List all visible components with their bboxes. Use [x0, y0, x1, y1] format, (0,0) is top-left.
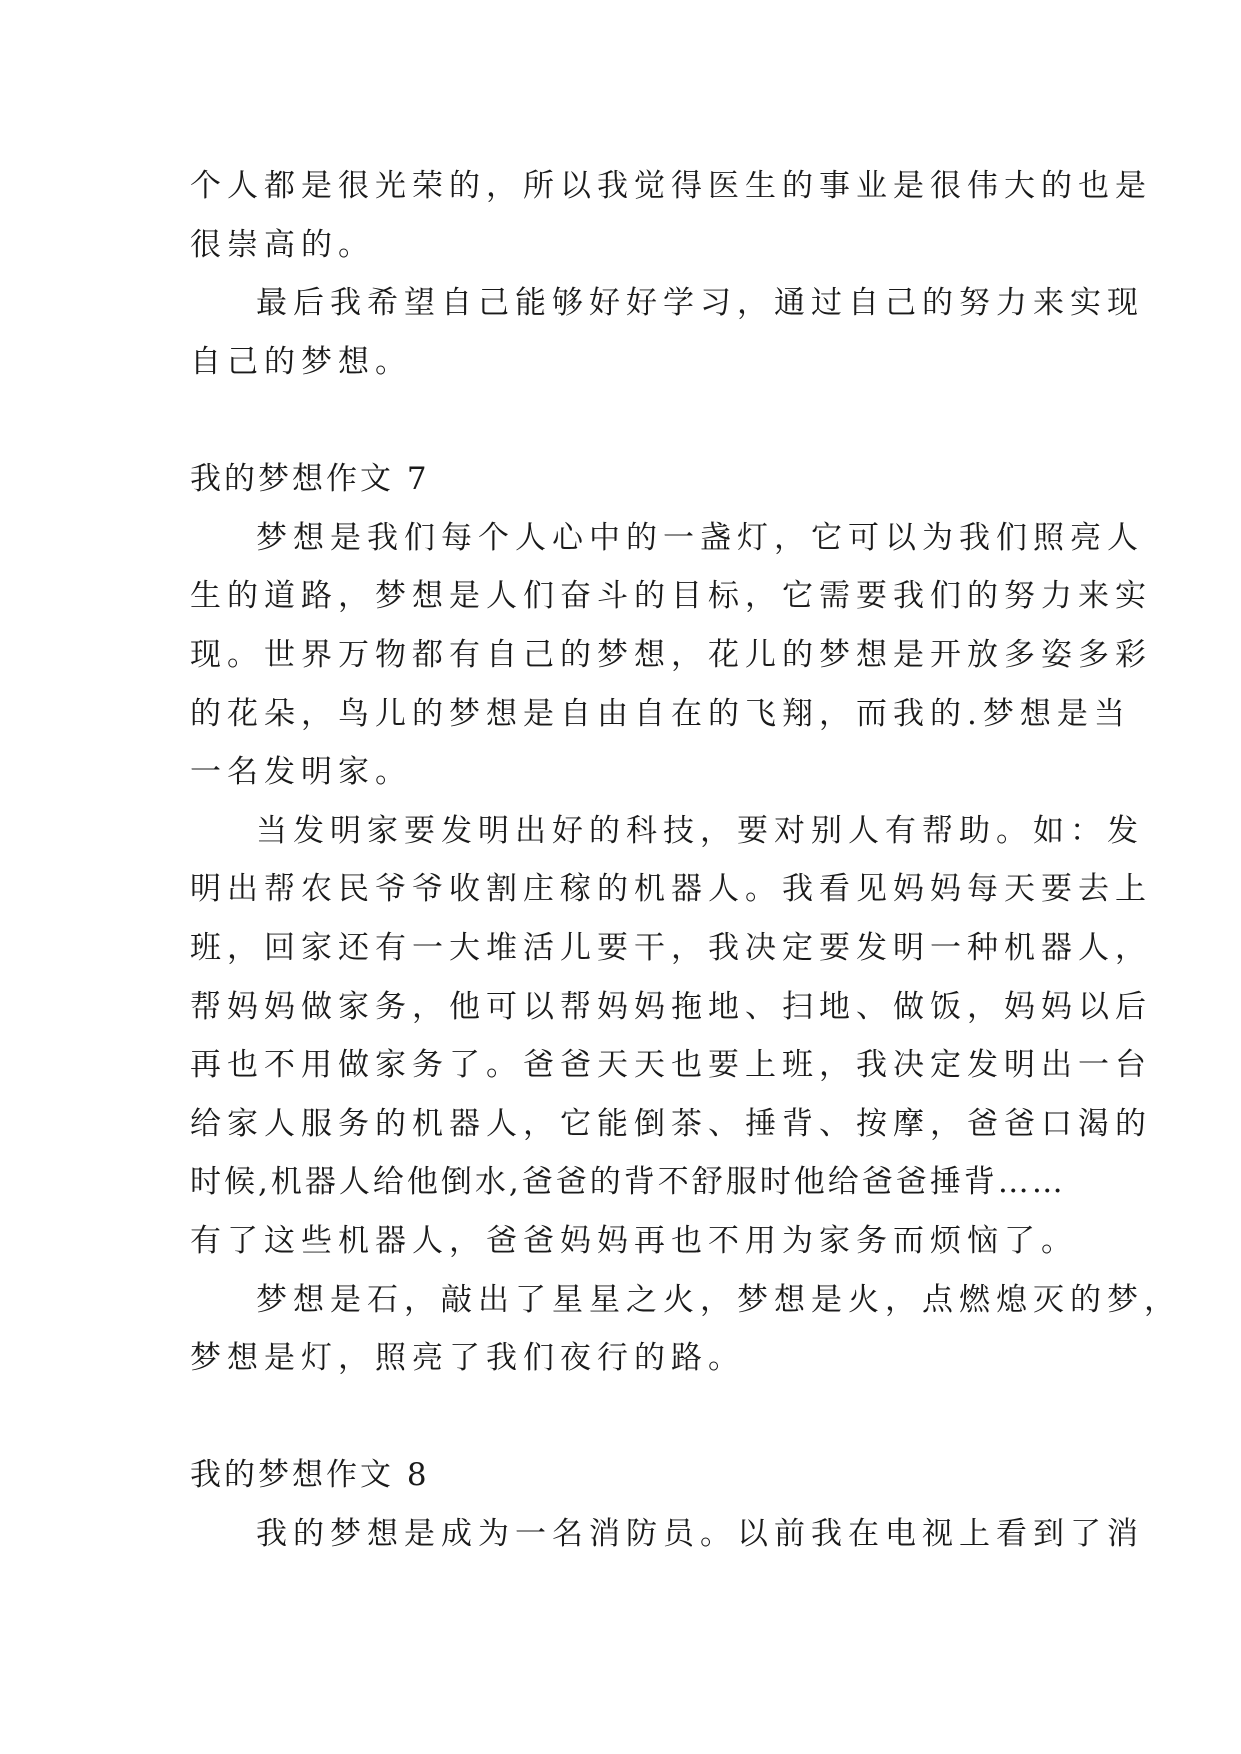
paragraph-line: 很崇高的。	[190, 227, 375, 263]
paragraph-line: 我的梦想是成为一名消防员。以前我在电视上看到了消	[256, 1516, 1144, 1552]
section-heading: 我的梦想作文 7	[190, 461, 430, 497]
paragraph-line: 明出帮农民爷爷收割庄稼的机器人。我看见妈妈每天要去上	[190, 871, 1152, 907]
paragraph-line: 个人都是很光荣的，所以我觉得医生的事业是很伟大的也是	[190, 168, 1152, 204]
paragraph-line: 班，回家还有一大堆活儿要干，我决定要发明一种机器人，	[190, 930, 1152, 966]
paragraph-line: 生的道路，梦想是人们奋斗的目标，它需要我们的努力来实	[190, 578, 1152, 614]
paragraph-line: 梦想是灯，照亮了我们夜行的路。	[190, 1340, 745, 1376]
paragraph-line: 的花朵，鸟儿的梦想是自由自在的飞翔，而我的.梦想是当	[190, 696, 1131, 732]
paragraph-line: 给家人服务的机器人，它能倒茶、捶背、按摩，爸爸口渴的	[190, 1106, 1152, 1142]
paragraph-line: 再也不用做家务了。爸爸天天也要上班，我决定发明出一台	[190, 1047, 1152, 1083]
paragraph-line: 时候,机器人给他倒水,爸爸的背不舒服时他给爸爸捶背……	[190, 1164, 1066, 1200]
paragraph-line: 帮妈妈做家务，他可以帮妈妈拖地、扫地、做饭，妈妈以后	[190, 989, 1152, 1025]
paragraph-line: 最后我希望自己能够好好学习，通过自己的努力来实现	[256, 285, 1144, 321]
paragraph-line: 自己的梦想。	[190, 344, 412, 380]
paragraph-line: 当发明家要发明出好的科技，要对别人有帮助。如：发	[256, 813, 1144, 849]
paragraph-line: 现。世界万物都有自己的梦想，花儿的梦想是开放多姿多彩	[190, 637, 1152, 673]
paragraph-line: 有了这些机器人，爸爸妈妈再也不用为家务而烦恼了。	[190, 1223, 1078, 1259]
paragraph-line: 梦想是石，敲出了星星之火，梦想是火，点燃熄灭的梦，	[256, 1282, 1181, 1318]
section-heading: 我的梦想作文 8	[190, 1457, 430, 1493]
paragraph-line: 一名发明家。	[190, 754, 412, 790]
paragraph-line: 梦想是我们每个人心中的一盏灯，它可以为我们照亮人	[256, 520, 1144, 556]
